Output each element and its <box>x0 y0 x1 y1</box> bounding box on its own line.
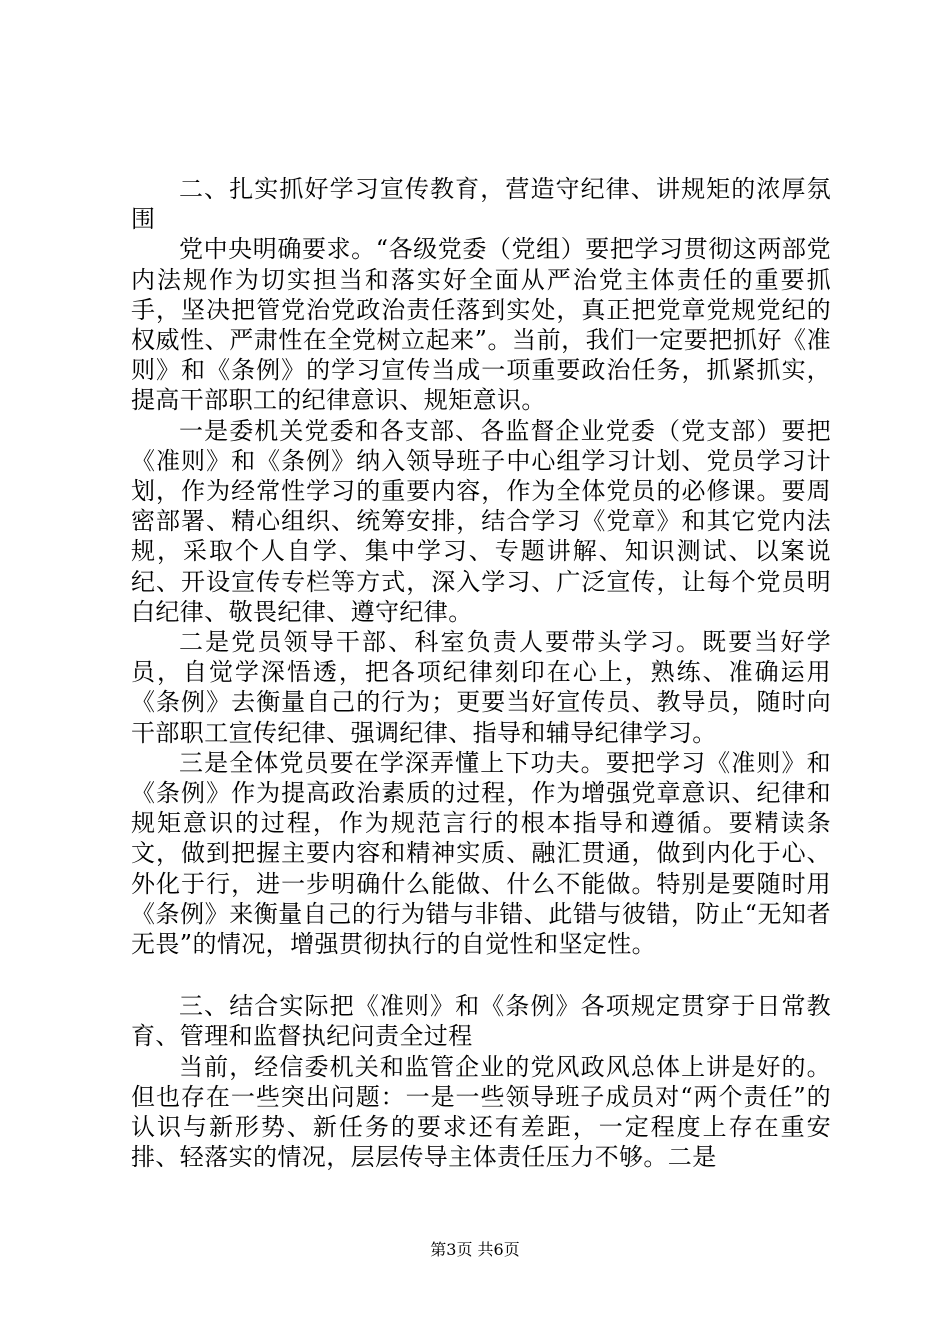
section-spacer <box>131 959 831 991</box>
paragraph: 三是全体党员要在学深弄懂上下功夫。要把学习《准则》和《条例》作为提高政治素质的过程，作为增强党章意识、纪律和规矩意识的过程，作为规范言行的根本指导和遵循。要精读条文，做到把握主要内容和精神实质、融汇贯通，做到内化于心、外化于行，进一步明确什么能做、什么不能做。特别是要随时用《条例》来衡量自己的行为错与非错、此错与彼错，防止“无知者无畏”的情况，增强贯彻执行的自觉性和坚定性。 <box>131 748 831 959</box>
section-heading-3: 三、结合实际把《准则》和《条例》各项规定贯穿于日常教育、管理和监督执纪问责全过程 <box>131 992 831 1051</box>
page-number-footer: 第3页 共6页 <box>430 1240 520 1259</box>
paragraph: 党中央明确要求。“各级党委（党组）要把学习贯彻这两部党内法规作为切实担当和落实好全面从严治党主体责任的重要抓手，坚决把管党治党政治责任落到实处，真正把党章党规党纪的权威性、严肃性在全党树立起来”。当前，我们一定要把抓好《准则》和《条例》的学习宣传当成一项重要政治任务，抓紧抓实，提高干部职工的纪律意识、规矩意识。 <box>131 235 831 415</box>
section-heading-2: 二、扎实抓好学习宣传教育，营造守纪律、讲规矩的浓厚氛围 <box>131 175 831 234</box>
paragraph: 一是委机关党委和各支部、各监督企业党委（党支部）要把《准则》和《条例》纳入领导班子中心组学习计划、党员学习计划，作为经常性学习的重要内容，作为全体党员的必修课。要周密部署、精心组织、统筹安排，结合学习《党章》和其它党内法规，采取个人自学、集中学习、专题讲解、知识测试、以案说纪、开设宣传专栏等方式，深入学习、广泛宣传，让每个党员明白纪律、敬畏纪律、遵守纪律。 <box>131 416 831 626</box>
paragraph: 当前，经信委机关和监管企业的党风政风总体上讲是好的。但也存在一些突出问题：一是一些领导班子成员对“两个责任”的认识与新形势、新任务的要求还有差距，一定程度上存在重安排、轻落实的情况，层层传导主体责任压力不够。二是 <box>131 1052 831 1172</box>
paragraph: 二是党员领导干部、科室负责人要带头学习。既要当好学员，自觉学深悟透，把各项纪律刻印在心上，熟练、准确运用《条例》去衡量自己的行为；更要当好宣传员、教导员，随时向干部职工宣传纪律、强调纪律、指导和辅导纪律学习。 <box>131 628 831 747</box>
document-body <box>131 174 831 1173</box>
